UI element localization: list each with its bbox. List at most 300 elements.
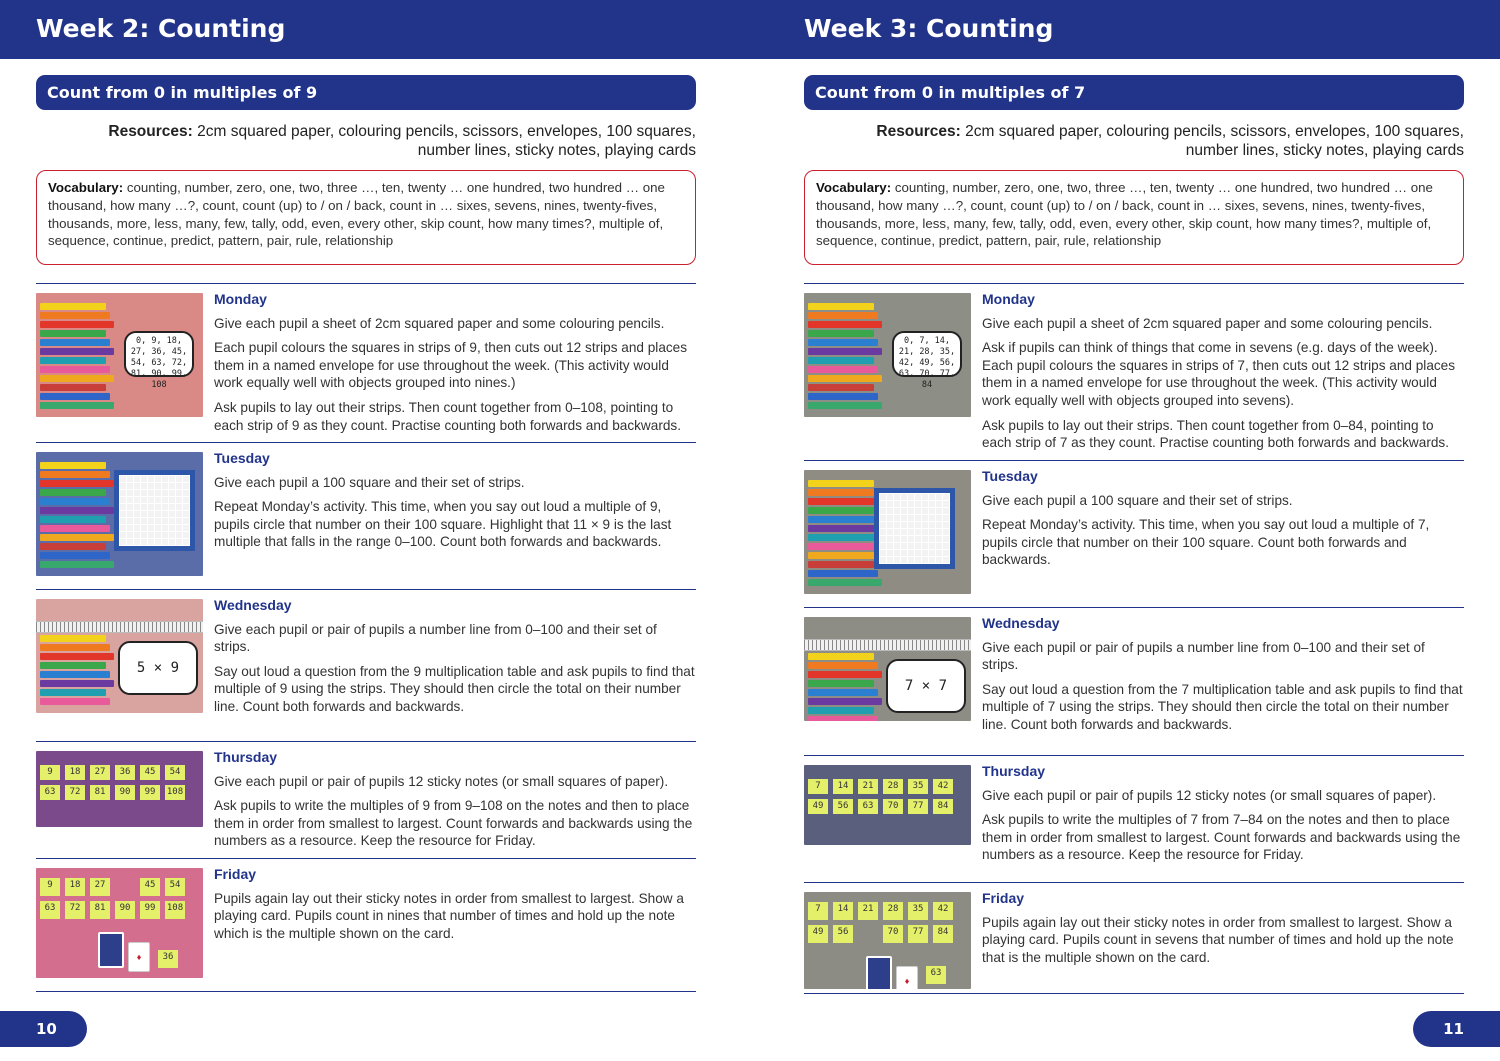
instruction-paragraph: Repeat Monday’s activity. This time, when you say out loud a multiple of 9, pupils circle that number on their 100 square. Highlight that 11 × 9 is the last multiple that falls in the range 0–100. Count both forwards and backwards. xyxy=(214,499,672,550)
sticky-note: 14 xyxy=(833,779,853,794)
hundred-square-cell xyxy=(901,543,907,549)
day-text xyxy=(982,892,1464,987)
hundred-square-cell xyxy=(183,476,189,482)
sticky-note: 7 xyxy=(808,779,828,794)
colour-strip xyxy=(40,393,110,400)
hundred-square-cell xyxy=(162,532,168,538)
hundred-square-cell xyxy=(169,539,175,545)
hundred-square-cell xyxy=(155,511,161,517)
hundred-square-cell xyxy=(169,518,175,524)
sticky-note: 54 xyxy=(165,878,185,896)
sticky-note: 35 xyxy=(908,902,928,920)
number-line xyxy=(804,639,971,651)
page-number: 11 xyxy=(1413,1011,1500,1047)
hundred-square-cell xyxy=(880,529,886,535)
hundred-square-cell xyxy=(155,483,161,489)
vocabulary-label: Vocabulary: xyxy=(48,180,124,195)
sticky-note: 84 xyxy=(933,799,953,814)
colour-strip xyxy=(808,671,882,678)
hundred-square-cell xyxy=(127,483,133,489)
activity-photo xyxy=(804,470,971,594)
colour-strips xyxy=(808,303,882,411)
colour-strip xyxy=(808,339,878,346)
colour-strip xyxy=(808,303,874,310)
activity-photo xyxy=(36,599,203,713)
hundred-square-cell xyxy=(908,508,914,514)
sticky-note: 99 xyxy=(140,901,160,919)
playing-card-deck xyxy=(98,932,124,968)
hundred-square-cell xyxy=(936,494,942,500)
activity-photo xyxy=(36,868,203,978)
hundred-square-cell xyxy=(155,532,161,538)
colour-strip xyxy=(808,579,882,586)
hundred-square-cell xyxy=(120,490,126,496)
hundred-square-cell xyxy=(887,508,893,514)
instruction-paragraph: Give each pupil or pair of pupils a number line from 0–100 and their set of strips. xyxy=(214,621,657,655)
hundred-square-cell xyxy=(127,518,133,524)
colour-strip xyxy=(40,662,106,669)
resources-line2: number lines, sticky notes, playing cards xyxy=(1185,142,1464,159)
hundred-square-cell xyxy=(929,501,935,507)
hundred-square-cell xyxy=(169,511,175,517)
hundred-square-cell xyxy=(922,515,928,521)
day-section-wednesday xyxy=(804,608,1464,756)
colour-strip xyxy=(40,312,110,319)
hundred-square-cell xyxy=(922,522,928,528)
hundred-square-cell xyxy=(176,490,182,496)
activity-photo xyxy=(36,751,203,827)
day-text xyxy=(982,765,1464,876)
day-heading: Friday xyxy=(982,890,1025,906)
hundred-square-cell xyxy=(915,550,921,556)
hundred-square-cell xyxy=(929,557,935,563)
hundred-square-cell xyxy=(894,515,900,521)
hundred-square-cell xyxy=(134,532,140,538)
hundred-square-cell xyxy=(943,508,949,514)
speech-bubble: 0, 7, 14, 21, 28, 35, 42, 49, 56, 63, 70, 77, 84 xyxy=(892,331,962,377)
hundred-square-cell xyxy=(141,476,147,482)
hundred-square-cell xyxy=(943,529,949,535)
day-text xyxy=(214,751,696,852)
colour-strip xyxy=(808,348,882,355)
hundred-square-cell xyxy=(141,539,147,545)
sticky-note: 9 xyxy=(40,878,60,896)
colour-strips xyxy=(40,303,114,411)
playing-card: ♦ xyxy=(128,942,150,972)
hundred-square-cell xyxy=(141,525,147,531)
resources-label: Resources: xyxy=(108,123,193,140)
colour-strip xyxy=(808,716,878,721)
hundred-square-cell xyxy=(155,490,161,496)
sticky-note: 108 xyxy=(165,785,185,800)
hundred-square-cell xyxy=(148,518,154,524)
hundred-square-cell xyxy=(183,511,189,517)
hundred-square-cell xyxy=(176,476,182,482)
hundred-square-cell xyxy=(908,529,914,535)
day-heading: Monday xyxy=(214,291,267,307)
hundred-square-cell xyxy=(922,508,928,514)
hundred-square-cell xyxy=(141,518,147,524)
instruction-paragraph: Give each pupil a 100 square and their set of strips. xyxy=(982,492,1293,508)
hundred-square-cell xyxy=(894,494,900,500)
page-right xyxy=(750,0,1500,1061)
speech-bubble: 5 × 9 xyxy=(118,641,198,695)
hundred-square-cell xyxy=(183,497,189,503)
day-text xyxy=(214,452,696,583)
sticky-notes xyxy=(808,779,953,814)
sticky-note: 56 xyxy=(833,799,853,814)
day-section-friday xyxy=(804,883,1464,994)
hundred-square-cell xyxy=(141,483,147,489)
section-subhead: Count from 0 in multiples of 7 xyxy=(804,75,1464,110)
colour-strip xyxy=(808,534,874,541)
activity-photo xyxy=(804,293,971,417)
hundred-square-cell xyxy=(915,557,921,563)
hundred-square-cell xyxy=(162,490,168,496)
day-heading: Tuesday xyxy=(214,450,270,466)
colour-strip xyxy=(808,312,878,319)
hundred-square-cell xyxy=(134,539,140,545)
hundred-square-cell xyxy=(169,476,175,482)
hundred-square-cell xyxy=(936,515,942,521)
hundred-square-cell xyxy=(162,483,168,489)
number-line xyxy=(36,621,203,633)
hundred-square-cell xyxy=(908,536,914,542)
resources-line2: number lines, sticky notes, playing cards xyxy=(417,142,696,159)
colour-strip xyxy=(40,330,106,337)
colour-strip xyxy=(40,561,114,568)
hundred-square-cell xyxy=(915,501,921,507)
hundred-square-cell xyxy=(894,550,900,556)
hundred-square-cell xyxy=(943,557,949,563)
colour-strip xyxy=(40,653,114,660)
sticky-note: 90 xyxy=(115,901,135,919)
colour-strip xyxy=(40,402,114,409)
colour-strip xyxy=(808,330,874,337)
hundred-square-cell xyxy=(908,522,914,528)
colour-strip xyxy=(40,635,106,642)
hundred-square-cell xyxy=(922,494,928,500)
page-title: Week 2: Counting xyxy=(36,14,286,43)
day-section-monday xyxy=(804,284,1464,461)
colour-strip xyxy=(40,543,106,550)
hundred-square-cell xyxy=(155,504,161,510)
hundred-square-cell xyxy=(141,497,147,503)
hundred-square-cell xyxy=(915,522,921,528)
hundred-square-cell xyxy=(127,511,133,517)
hundred-square-cell xyxy=(134,483,140,489)
instruction-paragraph: Give each pupil a 100 square and their set of strips. xyxy=(214,474,525,490)
hundred-square-cell xyxy=(183,518,189,524)
colour-strip xyxy=(40,375,114,382)
day-section-monday xyxy=(36,284,696,443)
hundred-square-cell xyxy=(943,494,949,500)
sticky-note: 35 xyxy=(908,779,928,794)
hundred-square-cell xyxy=(134,476,140,482)
hundred-square-cell xyxy=(134,490,140,496)
hundred-square-cell xyxy=(887,501,893,507)
hundred-square-cell xyxy=(176,483,182,489)
colour-strip xyxy=(808,516,878,523)
hundred-square-cell xyxy=(176,511,182,517)
colour-strip xyxy=(40,357,106,364)
hundred-square-cell xyxy=(880,508,886,514)
hundred-square-cell xyxy=(155,518,161,524)
hundred-square-cell xyxy=(148,525,154,531)
colour-strip xyxy=(40,644,110,651)
hundred-square-cell xyxy=(943,522,949,528)
hundred-square-cell xyxy=(183,490,189,496)
hundred-square-cell xyxy=(141,490,147,496)
activity-photo xyxy=(804,617,971,721)
hundred-square-cell xyxy=(936,508,942,514)
page-number: 10 xyxy=(0,1011,87,1047)
hundred-square-cell xyxy=(887,550,893,556)
instruction-paragraph: Give each pupil a sheet of 2cm squared paper and some colouring pencils. xyxy=(214,315,665,331)
instruction-paragraph: Give each pupil or pair of pupils a number line from 0–100 and their set of strips. xyxy=(982,639,1425,673)
hundred-square-cell xyxy=(887,522,893,528)
hundred-square-cell xyxy=(148,497,154,503)
colour-strip xyxy=(40,348,114,355)
hundred-square-cell xyxy=(901,550,907,556)
hundred-square-cell xyxy=(901,515,907,521)
hundred-square-cell xyxy=(176,539,182,545)
hundred-square-cell xyxy=(183,504,189,510)
colour-strip xyxy=(40,552,110,559)
hundred-square-cell xyxy=(936,522,942,528)
colour-strip xyxy=(40,671,110,678)
colour-strips xyxy=(808,480,882,588)
sticky-note: 81 xyxy=(90,901,110,919)
sticky-note: 70 xyxy=(883,799,903,814)
hundred-square-cell xyxy=(929,529,935,535)
sticky-note: 45 xyxy=(140,878,160,896)
colour-strip xyxy=(808,689,878,696)
colour-strip xyxy=(808,498,882,505)
sticky-note: 7 xyxy=(808,902,828,920)
day-section-thursday xyxy=(804,756,1464,883)
hundred-square-cell xyxy=(887,529,893,535)
colour-strip xyxy=(808,653,874,660)
hundred-square-cell xyxy=(915,536,921,542)
sticky-note: 42 xyxy=(933,779,953,794)
hundred-square-cell xyxy=(943,536,949,542)
hundred-square xyxy=(874,488,955,569)
sticky-note: 63 xyxy=(858,799,878,814)
instruction-paragraph: Say out loud a question from the 7 multiplication table and ask pupils to find that multiple of 7 using the strips. They should then circle the total on their number line. Count both forwards and backwards. xyxy=(982,681,1463,732)
sticky-note: 45 xyxy=(140,765,160,780)
hundred-square-cell xyxy=(120,539,126,545)
hundred-square-cell xyxy=(901,494,907,500)
hundred-square-cell xyxy=(155,476,161,482)
resources-line1: 2cm squared paper, colouring pencils, scissors, envelopes, 100 squares, xyxy=(197,123,696,140)
vocabulary-text: counting, number, zero, one, two, three …, ten, twenty … one hundred, two hundred … one thousand, how many …?, count, count (up) to / on / back, count in … sixes, sevens, nines, twenty-fives, thousands, more, less, many, few, tally, odd, even, every other, skip count, how many times?, multiple of, sequence, continue, predict, pattern, pair, rule, relationship xyxy=(48,180,665,249)
sticky-note: 63 xyxy=(40,785,60,800)
hundred-square-cell xyxy=(127,497,133,503)
day-text xyxy=(214,868,696,985)
hundred-square-cell xyxy=(120,532,126,538)
hundred-square-cell xyxy=(880,550,886,556)
colour-strip xyxy=(40,321,114,328)
hundred-square-cell xyxy=(127,490,133,496)
instruction-paragraph: Each pupil colours the squares in strips of 9, then cuts out 12 strips and places them in a named envelope for use throughout the week. (This activity would work equally well with objects grouped into nines.) xyxy=(214,340,688,391)
hundred-square-cell xyxy=(929,550,935,556)
vocabulary-label: Vocabulary: xyxy=(816,180,892,195)
hundred-square-cell xyxy=(929,508,935,514)
hundred-square-cell xyxy=(176,532,182,538)
colour-strip xyxy=(40,489,106,496)
hundred-square-cell xyxy=(148,511,154,517)
hundred-square-cell xyxy=(880,494,886,500)
hundred-square-cell xyxy=(894,508,900,514)
day-text xyxy=(982,470,1464,601)
content-column xyxy=(36,75,696,992)
hundred-square-cell xyxy=(127,525,133,531)
hundred-square-cell xyxy=(155,525,161,531)
day-text xyxy=(214,599,696,735)
colour-strip xyxy=(808,662,878,669)
hundred-square-cell xyxy=(908,557,914,563)
vocabulary-box xyxy=(36,170,696,265)
colour-strip xyxy=(40,366,110,373)
sticky-note: 27 xyxy=(90,878,110,896)
hundred-square-cell xyxy=(929,543,935,549)
sticky-note: 49 xyxy=(808,799,828,814)
hundred-square-cell xyxy=(915,529,921,535)
colour-strip xyxy=(808,570,878,577)
colour-strip xyxy=(808,525,882,532)
hundred-square-cell xyxy=(929,515,935,521)
hundred-square-cell xyxy=(148,490,154,496)
vocabulary-text: counting, number, zero, one, two, three …, ten, twenty … one hundred, two hundred … one thousand, how many …?, count, count (up) to / on / back, count in … sixes, sevens, nines, twenty-fives, thousands, more, less, many, few, tally, odd, even, every other, skip count, how many times?, multiple of, sequence, continue, predict, pattern, pair, rule, relationship xyxy=(816,180,1433,249)
colour-strips xyxy=(40,635,114,707)
sticky-note: 21 xyxy=(858,902,878,920)
hundred-square-cell xyxy=(134,525,140,531)
sticky-note: 28 xyxy=(883,902,903,920)
hundred-square-cell xyxy=(162,497,168,503)
held-sticky-note: 36 xyxy=(158,950,178,968)
hundred-square-cell xyxy=(915,543,921,549)
speech-bubble: 0, 9, 18, 27, 36, 45, 54, 63, 72, 81, 90, 99, 108 xyxy=(124,331,194,377)
day-section-friday xyxy=(36,859,696,992)
sticky-notes xyxy=(808,902,953,943)
sticky-note: 18 xyxy=(65,765,85,780)
hundred-square-cell xyxy=(880,557,886,563)
hundred-square-cell xyxy=(155,539,161,545)
colour-strips xyxy=(808,653,882,721)
hundred-square-grid xyxy=(879,493,950,564)
instruction-paragraph: Give each pupil or pair of pupils 12 sticky notes (or small squares of paper). xyxy=(214,773,669,789)
instruction-paragraph: Pupils again lay out their sticky notes in order from smallest to largest. Show a playing card. Pupils count in sevens that number of times and hold up the note that is the multiple shown on the card. xyxy=(982,914,1454,965)
hundred-square-cell xyxy=(162,525,168,531)
hundred-square-cell xyxy=(141,511,147,517)
sticky-note: 77 xyxy=(908,799,928,814)
hundred-square-cell xyxy=(908,494,914,500)
sticky-note: 27 xyxy=(90,765,110,780)
sticky-note: 90 xyxy=(115,785,135,800)
colour-strip xyxy=(808,321,882,328)
resources-label: Resources: xyxy=(876,123,961,140)
hundred-square-cell xyxy=(120,525,126,531)
hundred-square-cell xyxy=(169,490,175,496)
hundred-square-cell xyxy=(148,476,154,482)
day-heading: Tuesday xyxy=(982,468,1038,484)
hundred-square-cell xyxy=(922,543,928,549)
hundred-square-cell xyxy=(162,511,168,517)
sticky-note: 21 xyxy=(858,779,878,794)
sticky-note: 81 xyxy=(90,785,110,800)
sticky-note: 36 xyxy=(115,765,135,780)
colour-strip xyxy=(40,516,106,523)
hundred-square-cell xyxy=(943,501,949,507)
hundred-square-cell xyxy=(148,532,154,538)
instruction-paragraph: Repeat Monday’s activity. This time, when you say out loud a multiple of 7, pupils circle that number on their 100 square. Count both forwards and backwards. xyxy=(982,517,1430,568)
instruction-paragraph: Ask pupils to write the multiples of 7 from 7–84 on the notes and then to place them in order from smallest to largest. Count forwards and backwards using the numbers as a resource. Keep the resource for Friday. xyxy=(982,812,1461,863)
instruction-paragraph: Ask pupils to lay out their strips. Then count together from 0–84, pointing to each strip of 7 as they count. Practise counting both forwards and backwards. xyxy=(982,417,1449,451)
colour-strips xyxy=(40,462,114,570)
colour-strip xyxy=(40,303,106,310)
sticky-note: 99 xyxy=(140,785,160,800)
hundred-square-cell xyxy=(176,518,182,524)
hundred-square-cell xyxy=(176,504,182,510)
colour-strip xyxy=(808,384,874,391)
day-heading: Friday xyxy=(214,866,257,882)
day-section-tuesday xyxy=(804,461,1464,608)
day-section-wednesday xyxy=(36,590,696,742)
hundred-square-cell xyxy=(887,536,893,542)
colour-strip xyxy=(40,384,106,391)
colour-strip xyxy=(40,698,110,705)
hundred-square-cell xyxy=(120,504,126,510)
sticky-note: 70 xyxy=(883,925,903,943)
hundred-square-cell xyxy=(936,536,942,542)
hundred-square-cell xyxy=(183,525,189,531)
resources-line1: 2cm squared paper, colouring pencils, scissors, envelopes, 100 squares, xyxy=(965,123,1464,140)
hundred-square-cell xyxy=(901,508,907,514)
page-title: Week 3: Counting xyxy=(804,14,1054,43)
hundred-square-cell xyxy=(901,529,907,535)
instruction-paragraph: Ask if pupils can think of things that come in sevens (e.g. days of the week). Each pupil colours the squares in strips of 7, then cuts out 12 strips and places them in a named envelope for use throughout the week. (This activity would work equally well with objects grouped into sevens). xyxy=(982,340,1456,408)
sticky-note: 108 xyxy=(165,901,185,919)
held-sticky-note: 63 xyxy=(926,966,946,984)
hundred-square-cell xyxy=(169,497,175,503)
hundred-square-cell xyxy=(120,497,126,503)
activity-photo xyxy=(804,765,971,845)
hundred-square-cell xyxy=(922,550,928,556)
hundred-square-cell xyxy=(127,504,133,510)
sticky-note: 72 xyxy=(65,785,85,800)
sticky-note: 49 xyxy=(808,925,828,943)
resources xyxy=(804,122,1464,160)
hundred-square-cell xyxy=(887,557,893,563)
resources xyxy=(36,122,696,160)
colour-strip xyxy=(40,339,110,346)
hundred-square-cell xyxy=(169,532,175,538)
hundred-square-cell xyxy=(894,501,900,507)
hundred-square-cell xyxy=(943,543,949,549)
colour-strip xyxy=(808,698,882,705)
hundred-square-cell xyxy=(134,518,140,524)
hundred-square-cell xyxy=(183,532,189,538)
hundred-square-cell xyxy=(120,511,126,517)
day-heading: Monday xyxy=(982,291,1035,307)
hundred-square-cell xyxy=(936,501,942,507)
hundred-square-cell xyxy=(134,511,140,517)
hundred-square-cell xyxy=(908,501,914,507)
hundred-square-cell xyxy=(915,508,921,514)
hundred-square-cell xyxy=(183,539,189,545)
day-section-thursday xyxy=(36,742,696,859)
